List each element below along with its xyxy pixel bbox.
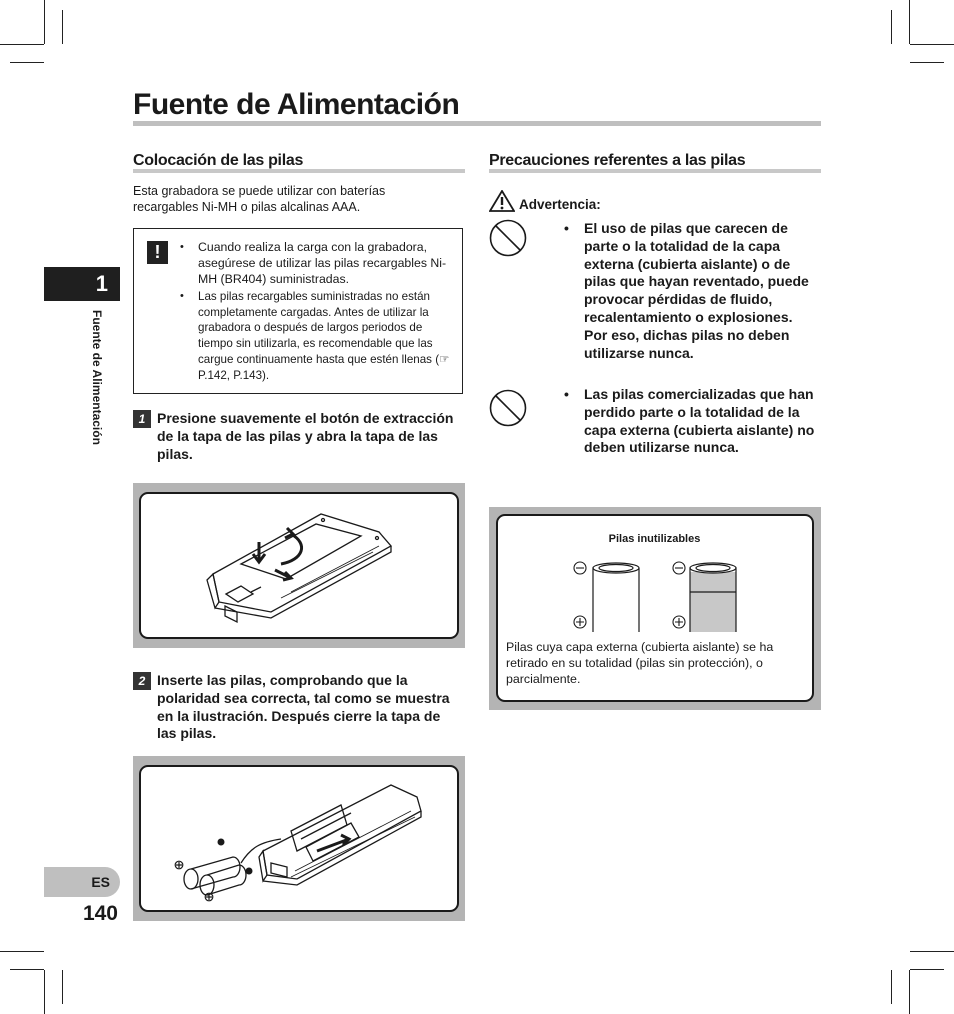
warning-item: • Las pilas comercializadas que han perdido parte o la totalidad de la capa externa (cubierta aislante) no deben utilizarse nunca. <box>564 386 815 456</box>
figure-panel <box>139 492 459 639</box>
section-underline <box>489 169 821 173</box>
step-number: 2 <box>133 672 151 690</box>
note-item: • Cuando realiza la carga con la grabadora, asegúrese de utilizar las pilas recargables Ni-MH (BR404) suministradas. <box>180 239 458 287</box>
crop-mark <box>44 0 45 44</box>
intro-text: Esta grabadora se puede utilizar con baterías recargables Ni-MH o pilas alcalinas AAA. <box>133 184 386 214</box>
exclamation-icon: ! <box>147 241 168 264</box>
side-label: Fuente de Alimentación <box>90 310 104 445</box>
crop-mark <box>910 951 954 952</box>
prohibition-icon <box>489 219 527 257</box>
note-box <box>133 228 463 394</box>
crop-mark <box>0 44 44 45</box>
step-number: 1 <box>133 410 151 428</box>
note-item: • Las pilas recargables suministradas no están completamente cargadas. Antes de utilizar la grabadora o después de largos periodos de tiempo sin utilizarla, es recomendable que las cargue continuamente hasta que estén llenas (☞ P.142, P.143). <box>180 289 458 383</box>
crop-mark <box>910 62 944 63</box>
crop-mark <box>10 62 44 63</box>
crop-mark <box>10 969 44 970</box>
section-title-right: Precauciones referentes a las pilas <box>489 152 746 169</box>
crop-mark <box>62 970 63 1004</box>
step-text: Inserte las pilas, comprobando que la polaridad sea correcta, tal como se muestra en la ilustración. Después cierre la tapa de las pilas. <box>157 672 450 742</box>
crop-mark <box>910 44 954 45</box>
page-title: Fuente de Alimentación <box>133 88 460 121</box>
crop-mark <box>891 970 892 1004</box>
step-text: Presione suavemente el botón de extracción de la tapa de las pilas y abra la tapa de las pilas. <box>157 410 454 462</box>
language-tab: ES <box>44 867 120 897</box>
battery-insert-illustration <box>141 767 456 909</box>
warning-triangle-icon <box>489 190 515 212</box>
figure-panel <box>496 514 814 702</box>
note-list <box>180 239 458 385</box>
title-underline <box>133 121 821 126</box>
figure-title: Pilas inutilizables <box>608 533 701 545</box>
crop-mark <box>891 10 892 44</box>
figure-caption: Pilas cuya capa externa (cubierta aislante) se ha retirado en su totalidad (pilas sin protección), o parcialmente. <box>506 640 774 686</box>
recorder-open-illustration <box>141 494 456 636</box>
crop-mark <box>0 951 44 952</box>
plus-terminal-icon <box>574 616 685 628</box>
section-underline <box>133 169 465 173</box>
warning-label: Advertencia: <box>519 197 601 212</box>
figure-panel <box>139 765 459 912</box>
crop-mark <box>910 969 944 970</box>
crop-mark <box>909 0 910 44</box>
crop-mark <box>44 970 45 1014</box>
prohibition-icon <box>489 389 527 427</box>
batteries-illustration <box>498 552 811 632</box>
crop-mark <box>909 970 910 1014</box>
section-title-left: Colocación de las pilas <box>133 152 304 169</box>
warning-item: • El uso de pilas que carecen de parte o la totalidad de la capa externa (cubierta aislante) o de pilas que hayan reventado, puede provocar pérdidas de fluido, recalentamiento o explosiones. Por eso, dichas pilas no deben utilizarse nunca. <box>564 220 809 361</box>
crop-mark <box>62 10 63 44</box>
page-number: 140 <box>82 902 118 925</box>
chapter-tab: 1 <box>44 267 120 301</box>
